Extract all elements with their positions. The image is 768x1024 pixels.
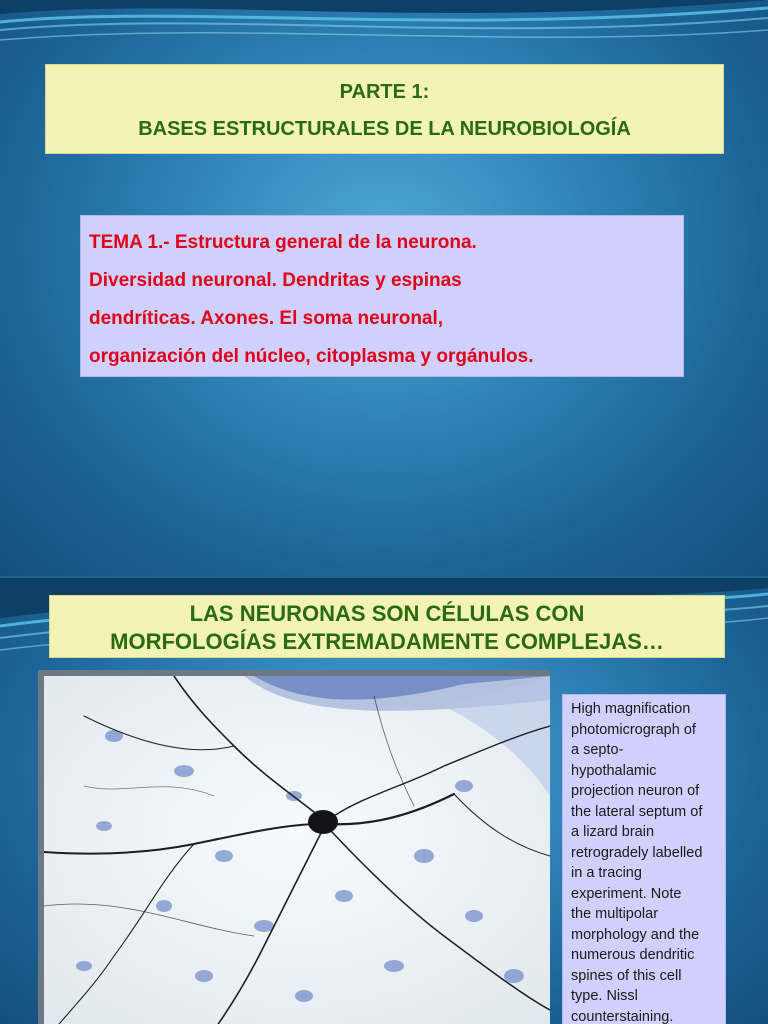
slide-title-line: LAS NEURONAS SON CÉLULAS CON <box>189 601 585 626</box>
topic-line: dendríticas. Axones. El soma neuronal, <box>89 308 444 329</box>
topic-line: organización del núcleo, citoplasma y orgánulos. <box>89 346 534 367</box>
neuron-micrograph <box>38 670 550 1024</box>
slide-2 <box>0 578 768 1024</box>
topic-line: TEMA 1.- Estructura general de la neurona. <box>89 232 477 253</box>
figure-caption: High magnification photomicrograph of a septo- hypothalamic projection neuron of the lateral septum of a lizard brain retrogradely labelled in a tracing experiment. Note the multipolar morphology and the numerous dendritic spines of this cell type. Nissl counterstaining. <box>562 694 726 1024</box>
slide-title-box <box>49 595 725 658</box>
part-title: PARTE 1: <box>339 81 430 103</box>
topic-box <box>80 215 684 377</box>
part-title-box <box>45 64 724 154</box>
slide-title-line: MORFOLOGÍAS EXTREMADAMENTE COMPLEJAS… <box>110 629 664 654</box>
neuron-micrograph-image <box>44 676 550 1024</box>
topic-line: Diversidad neuronal. Dendritas y espinas <box>89 270 462 291</box>
part-subtitle: BASES ESTRUCTURALES DE LA NEUROBIOLOGÍA <box>138 118 631 140</box>
wave-decoration <box>0 0 768 70</box>
